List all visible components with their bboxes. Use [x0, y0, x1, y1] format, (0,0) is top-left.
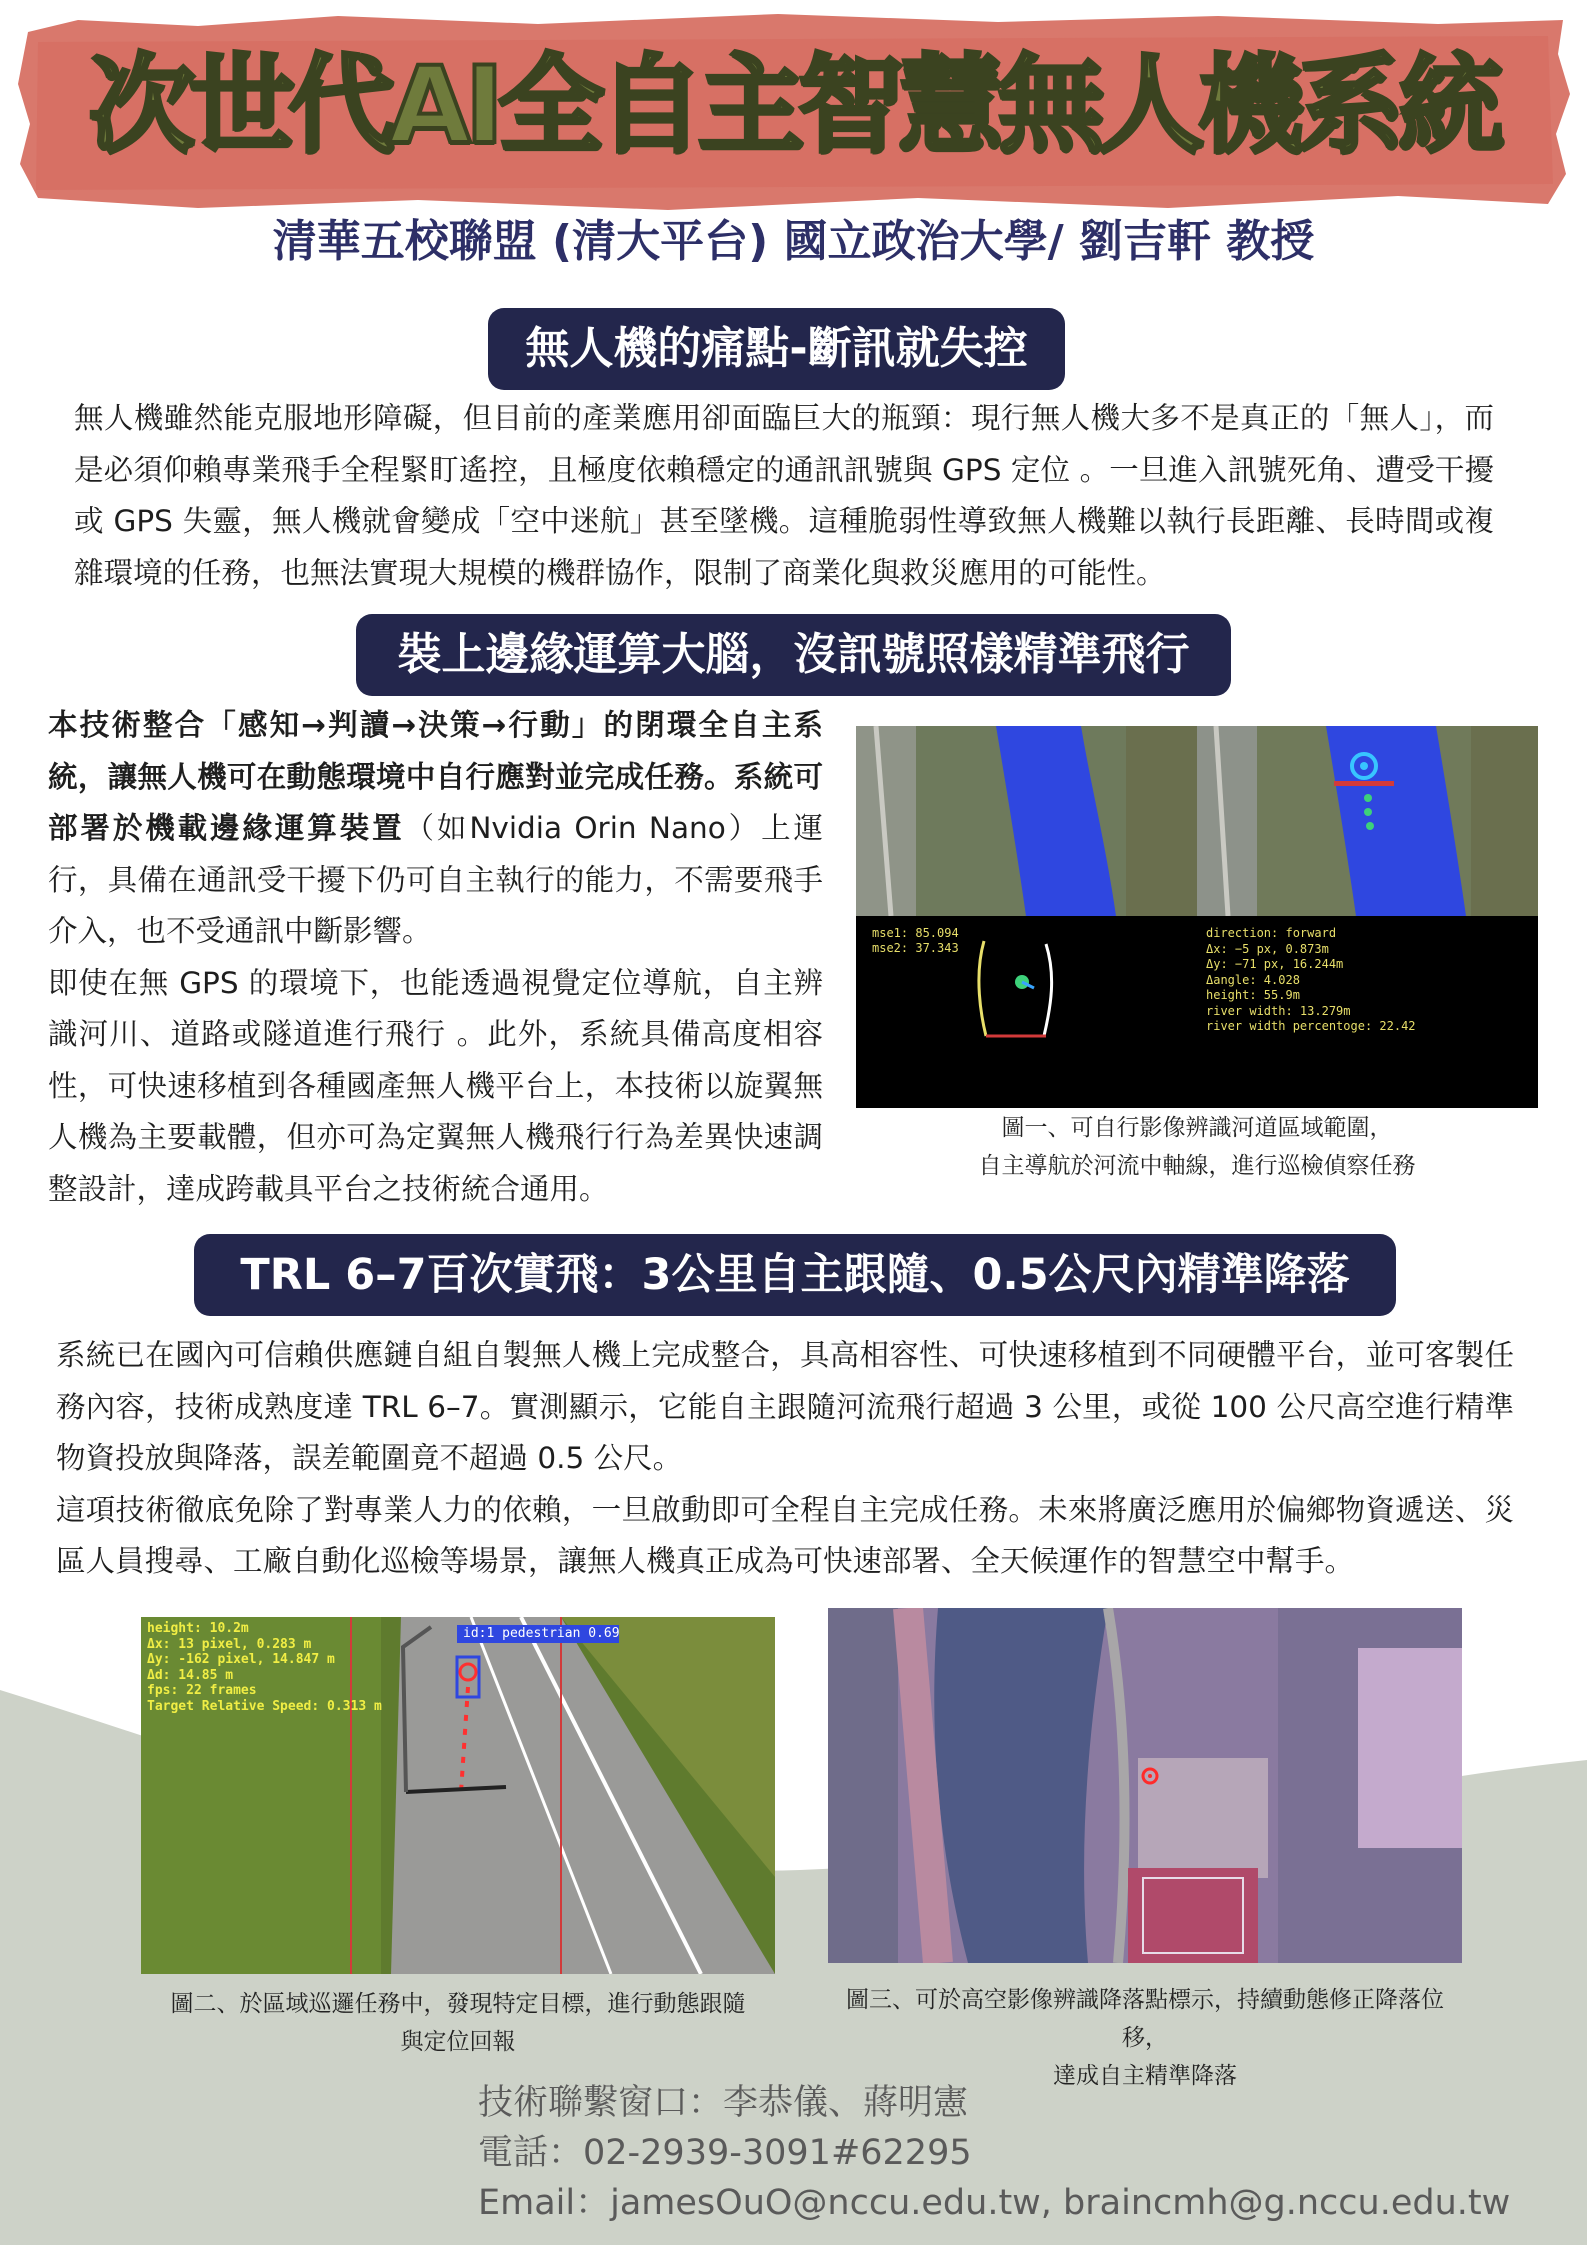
main-title: 次世代AI全自主智慧無人機系統 — [88, 44, 1499, 167]
body-first-paragraph: 系統已在國內可信賴供應鏈自組自製無人機上完成整合，具高相容性、可快速移植到不同硬體平台，並可客製任務內容，技術成熟度達 TRL 6–7。實測顯示，它能自主跟隨河流飛行超過 3 公里，或從 100 公尺高空進行精準物資投放與降落，誤差範圍竟不超過 0.5 公尺。 — [56, 1338, 1514, 1475]
figure1-overlay-left — [872, 926, 959, 956]
river-detection-image — [856, 726, 1538, 1108]
overlay-text: river width percentoge: 22.42 — [1206, 1019, 1416, 1033]
contact-phone[interactable]: 電話：02-2939-3091#62295 — [478, 2133, 972, 2173]
caption-line: 與定位回報 — [400, 2029, 516, 2055]
section-heading-trl: TRL 6–7百次實飛：3公里自主跟隨、0.5公尺內精準降落 — [194, 1234, 1396, 1316]
overlay-text: mse1: 85.094 — [872, 926, 959, 940]
overlay-text: Δy: -162 pixel, 14.847 m — [147, 1652, 335, 1667]
figure2-caption — [141, 1985, 775, 2061]
section-body-trl — [56, 1330, 1514, 1588]
overlay-text: Δy: −71 px, 16.244m — [1206, 957, 1344, 971]
overlay-text: Target Relative Speed: 0.313 m — [147, 1698, 382, 1714]
figure-target-tracking — [141, 1617, 775, 1974]
section-heading-pain-point: 無人機的痛點-斷訊就失控 — [488, 308, 1065, 390]
contact-email[interactable]: Email：jamesOuO@nccu.edu.tw, braincmh@g.nccu.edu.tw — [478, 2183, 1511, 2223]
landing-detection-image — [828, 1608, 1462, 1963]
overlay-text: mse2: 37.343 — [872, 941, 959, 955]
overlay-text: Δangle: 4.028 — [1206, 972, 1300, 987]
section-heading-edge-computing: 裝上邊緣運算大腦，沒訊號照樣精準飛行 — [356, 614, 1231, 696]
overlay-text: Δx: 13 pixel, 0.283 m — [147, 1636, 312, 1652]
caption-line: 達成自主精準降落 — [1053, 2063, 1237, 2089]
section-body-pain-point: 無人機雖然能克服地形障礙，但目前的產業應用卻面臨巨大的瓶頸：現行無人機大多不是真正的「無人」，而是必須仰賴專業飛手全程緊盯遙控，且極度依賴穩定的通訊訊號與 GPS 定位 。一旦進入訊號死角、遭受干擾或 GPS 失靈，無人機就會變成「空中迷航」甚至墜機。這種脆弱性導致無人機難以執行長距離、長時間或複雜環境的任務，也無法實現大規模的機群協作，限制了商業化與救災應用的可能性。 — [74, 401, 1494, 590]
body-second-paragraph: 這項技術徹底免除了對專業人力的依賴，一旦啟動即可全程自主完成任務。未來將廣泛應用於偏鄉物資遞送、災區人員搜尋、工廠自動化巡檢等場景，讓無人機真正成為可快速部署、全天候運作的智慧空中幫手。 — [56, 1492, 1514, 1578]
overlay-text: river width: 13.279m — [1206, 1003, 1351, 1018]
caption-line: 圖一、可自行影像辨識河道區域範圍， — [1001, 1115, 1393, 1141]
figure1-overlay-right — [1206, 926, 1416, 1035]
figure-landing-detection — [828, 1608, 1462, 1963]
section-body-edge-computing — [48, 700, 823, 1215]
caption-line: 圖二、於區域巡邏任務中，發現特定目標，進行動態跟隨 — [170, 1991, 746, 2017]
overlay-text: direction: forward — [1206, 926, 1337, 940]
body-bold-intro: 本技術整合「感知→判讀→決策→行動」的閉環全自主系統，讓無人機可在動態環境中自行應對並完成任務。系統可部署於機載邊緣運算裝置 — [48, 708, 823, 845]
overlay-text: fps: 22 frames — [147, 1683, 257, 1698]
detection-label: id:1 pedestrian 0.69 — [463, 1626, 620, 1641]
body-intro-rest: （如Nvidia Orin Nano）上運行，具備在通訊受干擾下仍可自主執行的能力，不需要飛手介入，也不受通訊中斷影響。 — [48, 811, 823, 948]
body-second-paragraph: 即使在無 GPS 的環境下，也能透過視覺定位導航，自主辨識河川、道路或隧道進行飛行 。此外，系統具備高度相容性，可快速移植到各種國產無人機平台上，本技術以旋翼無人機為主要載體，但亦可為定翼無人機飛行行為差異快速調整設計，達成跨載具平台之技術統合通用。 — [48, 965, 823, 1206]
figure2-overlay — [147, 1621, 382, 1714]
subtitle: 清華五校聯盟 (清大平台) 國立政治大學/ 劉吉軒 教授 — [272, 216, 1315, 267]
overlay-text: Δd: 14.85 m — [147, 1667, 234, 1683]
figure-river-detection — [856, 726, 1538, 1108]
figure1-caption — [856, 1109, 1538, 1185]
overlay-text: height: 10.2m — [147, 1621, 249, 1636]
overlay-text: Δx: −5 px, 0.873m — [1206, 941, 1329, 956]
contact-block — [478, 2078, 1528, 2228]
overlay-text: height: 55.9m — [1206, 988, 1300, 1002]
contact-names: 技術聯繫窗口：李恭儀、蔣明憲 — [478, 2083, 969, 2123]
caption-line: 自主導航於河流中軸線，進行巡檢偵察任務 — [978, 1153, 1416, 1179]
caption-line: 圖三、可於高空影像辨識降落點標示，持續動態修正降落位移， — [846, 1987, 1444, 2051]
